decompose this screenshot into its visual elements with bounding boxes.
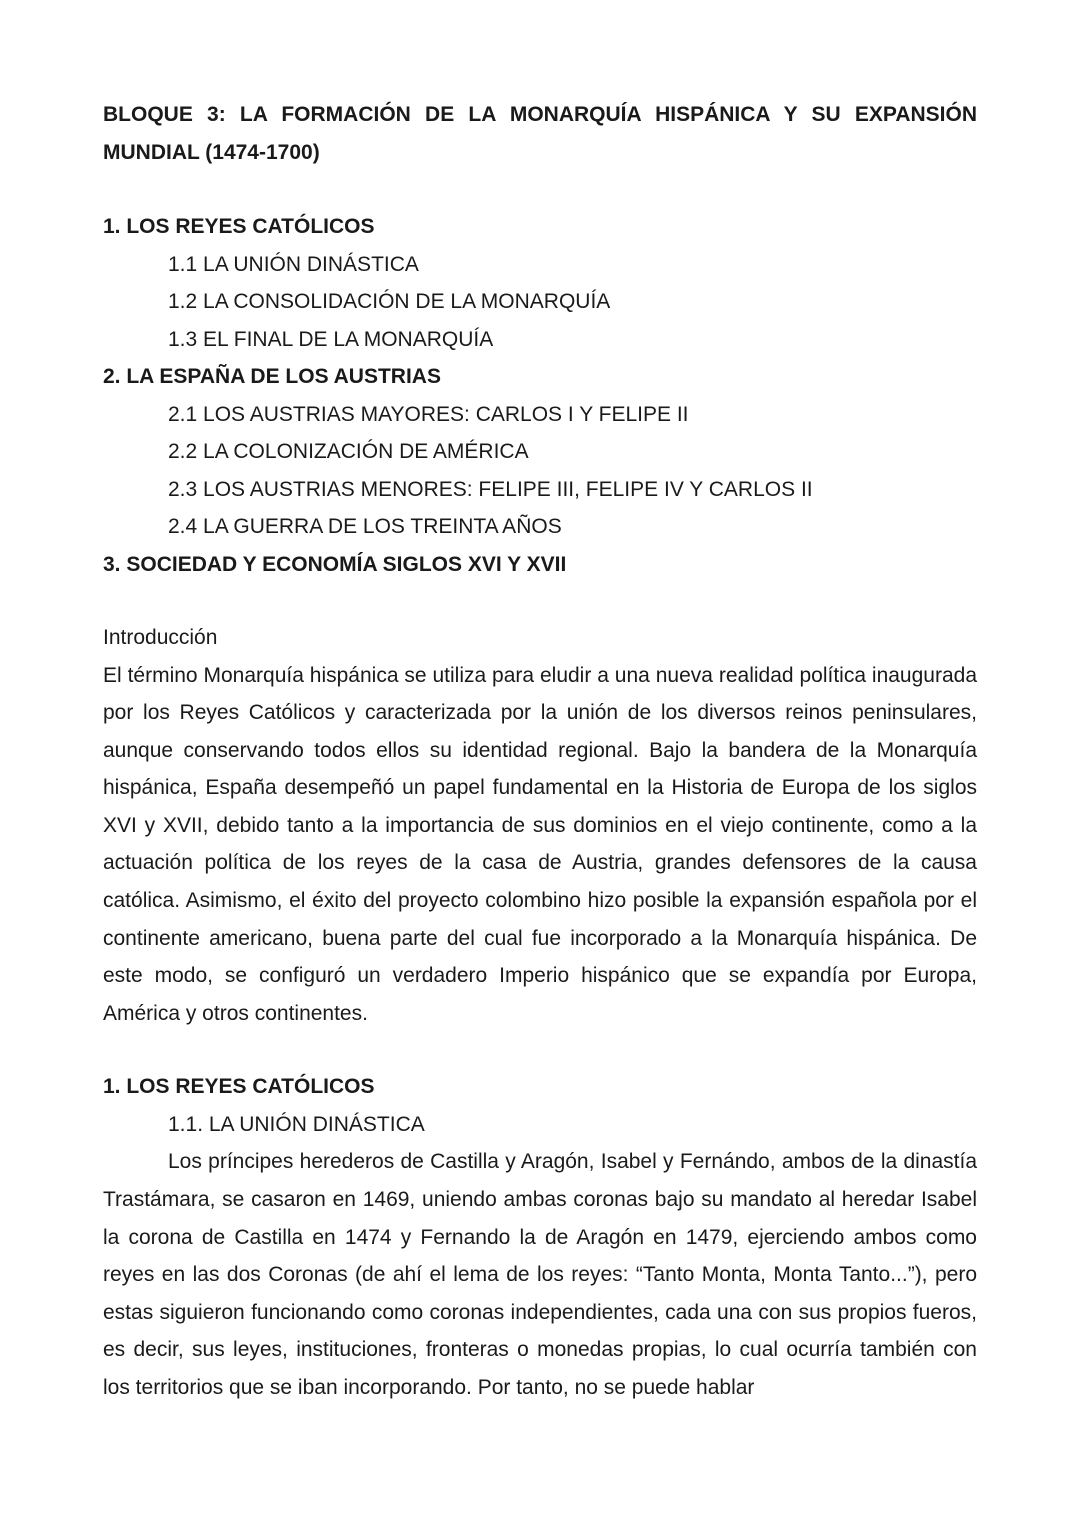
introduction-paragraph: El término Monarquía hispánica se utiliza para eludir a una nueva realidad política inaugurada por los Reyes Católicos y caracterizada por la unión de los diversos reinos peninsulares, aunque conservando todos ellos su identidad regional. Bajo la bandera de la Monarquía hispánica, España desempeñó un papel fundamental en la Historia de Europa de los siglos XVI y XVII, debido tanto a la importancia de sus dominios en el viejo continente, como a la actuación política de los reyes de la casa de Austria, grandes defensores de la causa católica. Asimismo, el éxito del proyecto colombino hizo posible la expansión española por el continente americano, buena parte del cual fue incorporado a la Monarquía hispánica. De este modo, se configuró un verdadero Imperio hispánico que se expandía por Europa, América y otros continentes. bbox=[103, 663, 977, 1025]
toc-item-2-2: 2.2 LA COLONIZACIÓN DE AMÉRICA bbox=[168, 440, 529, 463]
document-page bbox=[103, 96, 977, 1407]
spacer bbox=[103, 172, 977, 208]
subsection-heading: 1.1. LA UNIÓN DINÁSTICA bbox=[168, 1112, 425, 1136]
spacer bbox=[103, 1032, 977, 1068]
toc-item-3: 3. SOCIEDAD Y ECONOMÍA SIGLOS XVI Y XVII bbox=[103, 552, 567, 576]
toc-item-1-2: 1.2 LA CONSOLIDACIÓN DE LA MONARQUÍA bbox=[168, 290, 611, 313]
spacer bbox=[103, 583, 977, 619]
section-heading: 1. LOS REYES CATÓLICOS bbox=[103, 1075, 375, 1099]
introduction-section bbox=[103, 619, 977, 1032]
introduction-label: Introducción bbox=[103, 626, 218, 649]
toc-item-2: 2. LA ESPAÑA DE LOS AUSTRIAS bbox=[103, 365, 441, 388]
table-of-contents bbox=[103, 208, 977, 583]
section-reyes-catolicos bbox=[103, 1068, 977, 1406]
toc-item-2-1: 2.1 LOS AUSTRIAS MAYORES: CARLOS I Y FELIPE II bbox=[168, 402, 689, 426]
section-paragraph: Los príncipes herederos de Castilla y Aragón, Isabel y Fernándo, ambos de la dinastía Trastámara, se casaron en 1469, uniendo ambas coronas bajo su mandato al heredar Isabel la corona de Castilla en 1474 y Fernando la de Aragón en 1479, ejerciendo ambos como reyes en las dos Coronas (de ahí el lema de los reyes: “Tanto Monta, Monta Tanto...”), pero estas siguieron funcionando como coronas independientes, cada una con sus propios fueros, es decir, sus leyes, instituciones, fronteras o monedas propias, lo cual ocurría también con los territorios que se iban incorporando. Por tanto, no se puede hablar bbox=[103, 1150, 977, 1399]
document-title: BLOQUE 3: LA FORMACIÓN DE LA MONARQUÍA HISPÁNICA Y SU EXPANSIÓN MUNDIAL (1474-1700) bbox=[103, 103, 977, 164]
toc-item-1-3: 1.3 EL FINAL DE LA MONARQUÍA bbox=[168, 327, 494, 351]
toc-item-1-1: 1.1 LA UNIÓN DINÁSTICA bbox=[168, 252, 419, 276]
toc-item-2-4: 2.4 LA GUERRA DE LOS TREINTA AÑOS bbox=[168, 515, 562, 538]
toc-item-1: 1. LOS REYES CATÓLICOS bbox=[103, 215, 375, 238]
toc-item-2-3: 2.3 LOS AUSTRIAS MENORES: FELIPE III, FELIPE IV Y CARLOS II bbox=[168, 477, 813, 501]
